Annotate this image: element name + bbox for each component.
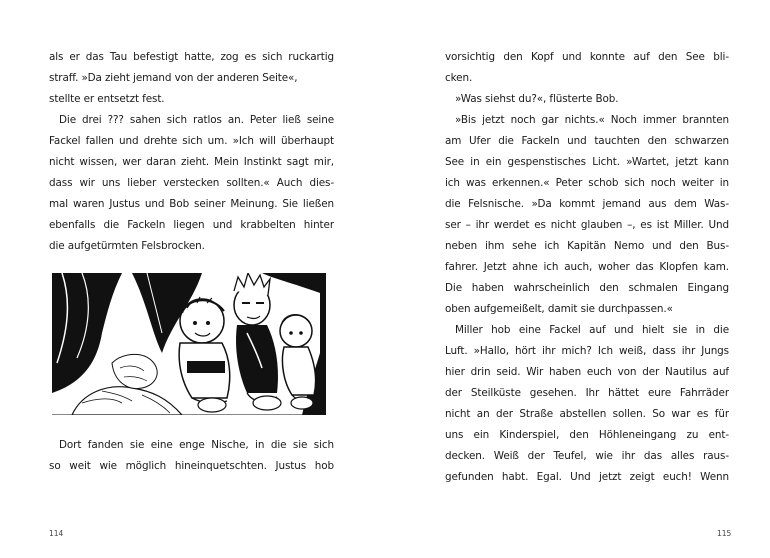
text-line: dass wir uns lieber verstecken sollten.« Auch dies- <box>49 177 334 189</box>
text-line: ser – ihr werdet es nicht glauben –, es ist Miller. Und <box>445 219 729 231</box>
text-line: oben aufgemeißelt, damit sie durchpassen.« <box>445 303 673 315</box>
cave-illustration <box>52 273 326 415</box>
text-line: gefunden habt. Egal. Und jetzt zeigt euch! Wenn <box>445 471 729 483</box>
text-line: stellte er entsetzt fest. <box>49 93 165 105</box>
text-line: ich was erkennen.« Peter schob sich noch weiter in <box>445 177 729 189</box>
text-line: See in ein gespenstisches Licht. »Wartet, jetzt kann <box>445 156 729 168</box>
text-line: Dort fanden sie eine enge Nische, in die sie sich <box>59 439 334 451</box>
right-page-text <box>445 47 729 488</box>
page-number: 114 <box>49 529 64 538</box>
text-line: Die drei ??? sahen sich ratlos an. Peter ließ seine <box>59 114 334 126</box>
text-line: ebenfalls die Fackeln liegen und krabbelten hinter <box>49 219 334 231</box>
page-number: 115 <box>717 529 732 538</box>
text-line: vorsichtig den Kopf und konnte auf den See bli- <box>445 51 729 63</box>
text-line: »Was siehst du?«, flüsterte Bob. <box>455 93 619 105</box>
text-line: hier drin seid. Wir haben euch von der Nautilus auf <box>445 366 729 378</box>
text-line: so weit wie möglich hineinquetschten. Justus hob <box>49 460 334 472</box>
left-page-text-top <box>49 47 334 257</box>
text-line: mal waren Justus und Bob seiner Meinung. Sie ließen <box>49 198 334 210</box>
text-line: Fackel fallen und drehte sich um. »Ich will überhaupt <box>49 135 334 147</box>
text-line: der Steilküste gesehen. Ihr hättet eure Fahrräder <box>445 387 729 399</box>
text-line: die Felsnische. »Da kommt jemand aus dem Was- <box>445 198 729 210</box>
text-line: decken. Weiß der Teufel, wie ihr das alles raus- <box>445 450 729 462</box>
text-line: Miller hob eine Fackel auf und hielt sie in die <box>455 324 729 336</box>
text-line: uns ein Kinderspiel, den Höhleneingang zu ent- <box>445 429 729 441</box>
text-line: fahrer. Jetzt ahne ich auch, woher das Klopfen kam. <box>445 261 729 273</box>
text-line: die aufgetürmten Felsbrocken. <box>49 240 205 252</box>
text-line: als er das Tau befestigt hatte, zog es sich ruckartig <box>49 51 334 63</box>
text-line: neben ihm sehe ich Kapitän Nemo und den Bus- <box>445 240 729 252</box>
right-page <box>385 0 770 558</box>
text-line: »Bis jetzt noch gar nichts.« Noch immer brannten <box>455 114 729 126</box>
text-line: Luft. »Hallo, hört ihr mich? Ich weiß, dass ihr Jungs <box>445 345 729 357</box>
text-line: straff. »Da zieht jemand von der anderen Seite«, <box>49 72 298 84</box>
text-line: am Ufer die Fackeln und tauchten den schwarzen <box>445 135 729 147</box>
text-line: cken. <box>445 72 473 84</box>
text-line: nicht wissen, wer daran zieht. Mein Instinkt sagt mir, <box>49 156 334 168</box>
left-page-text-bottom <box>49 435 334 477</box>
text-line: Die haben wahrscheinlich den schmalen Eingang <box>445 282 729 294</box>
text-line: nicht an der Straße abstellen sollen. So war es für <box>445 408 729 420</box>
